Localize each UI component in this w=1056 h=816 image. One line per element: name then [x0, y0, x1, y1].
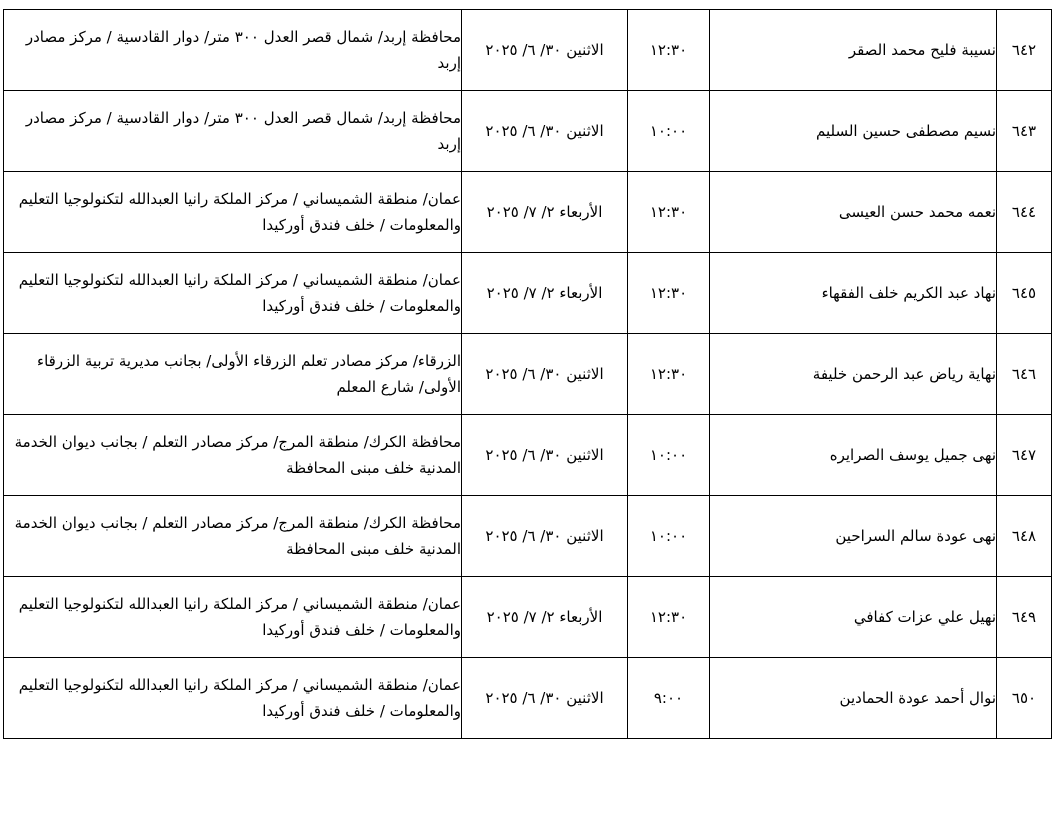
exam-date: الاثنين ٣٠/ ٦/ ٢٠٢٥ — [462, 10, 628, 91]
person-name: نهيل علي عزات كفافي — [710, 577, 997, 658]
exam-location: محافظة الكرك/ منطقة المرج/ مركز مصادر التعلم / بجانب ديوان الخدمة المدنية خلف مبنى المحافظة — [4, 415, 462, 496]
exam-location: عمان/ منطقة الشميساني / مركز الملكة رانيا العبدالله لتكنولوجيا التعليم والمعلومات / خلف فندق أوركيدا — [4, 253, 462, 334]
row-number: ٦٤٤ — [997, 172, 1052, 253]
person-name: نسيم مصطفى حسين السليم — [710, 91, 997, 172]
row-number: ٦٤٧ — [997, 415, 1052, 496]
table-row — [4, 496, 1052, 577]
exam-location: عمان/ منطقة الشميساني / مركز الملكة رانيا العبدالله لتكنولوجيا التعليم والمعلومات / خلف فندق أوركيدا — [4, 658, 462, 739]
exam-date: الاثنين ٣٠/ ٦/ ٢٠٢٥ — [462, 658, 628, 739]
exam-location: محافظة إربد/ شمال قصر العدل ٣٠٠ متر/ دوار القادسية / مركز مصادر إربد — [4, 10, 462, 91]
exam-time: ١٠:٠٠ — [628, 415, 710, 496]
exam-time: ١٢:٣٠ — [628, 253, 710, 334]
exam-date: الأربعاء ٢/ ٧/ ٢٠٢٥ — [462, 577, 628, 658]
exam-time: ١٠:٠٠ — [628, 91, 710, 172]
exam-date: الاثنين ٣٠/ ٦/ ٢٠٢٥ — [462, 91, 628, 172]
exam-time: ١٢:٣٠ — [628, 334, 710, 415]
table-row — [4, 10, 1052, 91]
row-number: ٦٤٢ — [997, 10, 1052, 91]
row-number: ٦٤٩ — [997, 577, 1052, 658]
person-name: نهاد عبد الكريم خلف الفقهاء — [710, 253, 997, 334]
exam-date: الاثنين ٣٠/ ٦/ ٢٠٢٥ — [462, 415, 628, 496]
person-name: نسيبة فليح محمد الصقر — [710, 10, 997, 91]
exam-location: عمان/ منطقة الشميساني / مركز الملكة رانيا العبدالله لتكنولوجيا التعليم والمعلومات / خلف فندق أوركيدا — [4, 172, 462, 253]
exam-date: الأربعاء ٢/ ٧/ ٢٠٢٥ — [462, 172, 628, 253]
exam-location: محافظة إربد/ شمال قصر العدل ٣٠٠ متر/ دوار القادسية / مركز مصادر إربد — [4, 91, 462, 172]
row-number: ٦٤٣ — [997, 91, 1052, 172]
row-number: ٦٤٥ — [997, 253, 1052, 334]
exam-date: الأربعاء ٢/ ٧/ ٢٠٢٥ — [462, 253, 628, 334]
table-row — [4, 91, 1052, 172]
person-name: نهى جميل يوسف الصرايره — [710, 415, 997, 496]
person-name: نوال أحمد عودة الحمادين — [710, 658, 997, 739]
row-number: ٦٤٦ — [997, 334, 1052, 415]
exam-date: الاثنين ٣٠/ ٦/ ٢٠٢٥ — [462, 496, 628, 577]
exam-time: ١٢:٣٠ — [628, 10, 710, 91]
table-row — [4, 577, 1052, 658]
exam-time: ١٢:٣٠ — [628, 577, 710, 658]
table-row — [4, 334, 1052, 415]
table-row — [4, 172, 1052, 253]
exam-location: محافظة الكرك/ منطقة المرج/ مركز مصادر التعلم / بجانب ديوان الخدمة المدنية خلف مبنى المحافظة — [4, 496, 462, 577]
exam-schedule-table — [3, 9, 1052, 739]
exam-time: ١٠:٠٠ — [628, 496, 710, 577]
person-name: نهى عودة سالم السراحين — [710, 496, 997, 577]
row-number: ٦٤٨ — [997, 496, 1052, 577]
table-row — [4, 658, 1052, 739]
exam-time: ١٢:٣٠ — [628, 172, 710, 253]
exam-date: الاثنين ٣٠/ ٦/ ٢٠٢٥ — [462, 334, 628, 415]
exam-location: عمان/ منطقة الشميساني / مركز الملكة رانيا العبدالله لتكنولوجيا التعليم والمعلومات / خلف فندق أوركيدا — [4, 577, 462, 658]
exam-time: ٩:٠٠ — [628, 658, 710, 739]
row-number: ٦٥٠ — [997, 658, 1052, 739]
table-row — [4, 415, 1052, 496]
exam-location: الزرقاء/ مركز مصادر تعلم الزرقاء الأولى/ بجانب مديرية تربية الزرقاء الأولى/ شارع المعلم — [4, 334, 462, 415]
person-name: نهاية رياض عبد الرحمن خليفة — [710, 334, 997, 415]
person-name: نعمه محمد حسن العيسى — [710, 172, 997, 253]
table-row — [4, 253, 1052, 334]
table-body — [4, 10, 1052, 739]
